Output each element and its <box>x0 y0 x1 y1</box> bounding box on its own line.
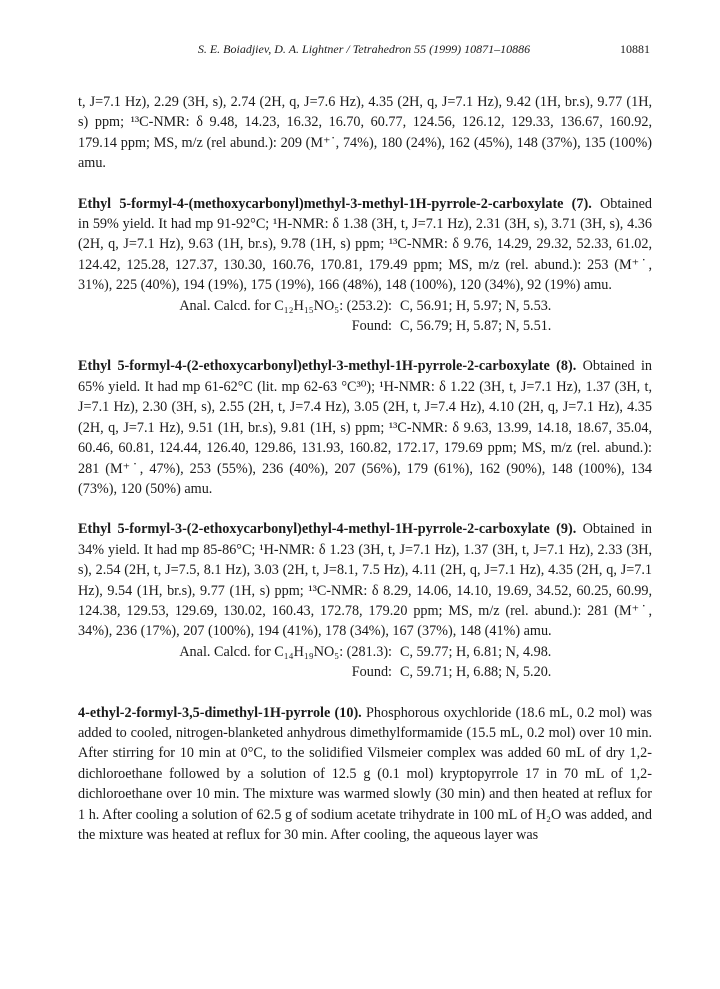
compound-7-title: Ethyl 5-formyl-4-(methoxycarbonyl)methyl-3-methyl-1H-pyrrole-2-carboxylate (7). <box>78 195 592 212</box>
compound-9-body: Obtained in 34% yield. It had mp 85-86°C; ¹H-NMR: δ 1.23 (3H, t, J=7.1 Hz), 1.37 (3H, t, J=7.1 Hz), 2.33 (3H, s), 2.54 (2H, t, J=7.5, 8.1 Hz), 3.03 (2H, t, J=8.1, 7.5 Hz), 4.11 (2H, q, J=7.1 Hz), 4.35 (2H, q, J=7.1 Hz), 9.54 (1H, br.s), 9.77 (1H, s) ppm; ¹³C-NMR: δ 8.29, 14.06, 14.10, 19.69, 34.52, 60.25, 60.99, 124.38, 129.53, 129.69, 130.02, 160.43, 172.78, 179.20 ppm; MS, m/z (rel. abund.): 281 (M⁺˙, 34%), 236 (17%), 207 (100%), 194 (41%), 178 (34%), 167 (37%), 148 (41%) amu. <box>78 521 653 640</box>
analysis-9-found-label: Found: <box>351 664 392 681</box>
analysis-7-found-values: C, 56.79; H, 5.87; N, 5.51. <box>400 318 552 335</box>
compound-7-entry <box>78 194 652 296</box>
compound-10-body: Phosphorous oxychloride (18.6 mL, 0.2 mol) was added to cooled, nitrogen-blanketed anhydrous dimethylformamide (15.5 mL, 0.2 mol) over 10 min. After stirring for 10 min at 0°C, to the solidified Vilsmeier complex was added 60 mL of dry 1,2-dichloroethane followed by a solution of 12.5 g (0.1 mol) kryptopyrrole 17 in 70 mL of 1,2-dichloroethane over 10 min. The mixture was warmed slowly (30 min) and then heated at reflux for 1 h. After cooling a solution of 62.5 g of sodium acetate trihydrate in 100 mL of H₂O was added, and the mixture was heated at reflux for 30 min. After cooling, the aqueous layer was <box>78 704 652 843</box>
compound-9-entry <box>78 519 652 641</box>
elemental-analysis-7 <box>78 296 652 337</box>
compound-8-body: Obtained in 65% yield. It had mp 61-62°C (lit. mp 62-63 °C³⁰); ¹H-NMR: δ 1.22 (3H, t, J=7.1 Hz), 1.37 (3H, t, J=7.1 Hz), 2.30 (3H, s), 2.55 (2H, t, J=7.4 Hz), 3.05 (2H, t, J=7.4 Hz), 4.10 (2H, q, J=7.1 Hz), 4.35 (2H, q, J=7.1 Hz), 9.51 (1H, br.s), 9.81 (1H, s) ppm; ¹³C-NMR: δ 9.63, 13.99, 14.18, 18.67, 35.04, 60.46, 60.81, 124.44, 126.40, 129.86, 131.93, 160.82, 172.17, 179.69 ppm; MS, m/z (rel. abund.): 281 (M⁺˙, 47%), 253 (55%), 236 (40%), 207 (56%), 179 (61%), 162 (90%), 148 (100%), 134 (73%), 120 (50%) amu. <box>78 358 653 497</box>
paragraph-continued: t, J=7.1 Hz), 2.29 (3H, s), 2.74 (2H, q, J=7.6 Hz), 4.35 (2H, q, J=7.1 Hz), 9.42 (1H, br.s), 9.77 (1H, s) ppm; ¹³C-NMR: δ 9.48, 14.23, 16.32, 16.70, 60.77, 124.56, 126.12, 129.33, 136.67, 160.92, 179.14 ppm; MS, m/z (rel abund.): 209 (M⁺˙, 74%), 180 (24%), 162 (45%), 148 (37%), 135 (100%) amu. <box>78 94 652 172</box>
analysis-9-found-values: C, 59.71; H, 6.88; N, 5.20. <box>400 664 552 681</box>
analysis-7-calcd-label: Anal. Calcd. for C₁₂H₁₅NO₅: (253.2): <box>179 297 392 314</box>
elemental-analysis-9 <box>78 642 652 683</box>
analysis-7-found-label: Found: <box>351 318 392 335</box>
compound-8-title: Ethyl 5-formyl-4-(2-ethoxycarbonyl)ethyl-3-methyl-1H-pyrrole-2-carboxylate (8). <box>78 358 577 375</box>
compound-8-entry <box>78 356 652 499</box>
article-body <box>78 92 652 845</box>
compound-10-title: 4-ethyl-2-formyl-3,5-dimethyl-1H-pyrrole (10). <box>78 704 362 721</box>
analysis-7-calcd-values: C, 56.91; H, 5.97; N, 5.53. <box>400 297 552 314</box>
page-number: 10881 <box>620 42 650 56</box>
running-head: S. E. Boiadjiev, D. A. Lightner / Tetrahedron 55 (1999) 10871–10886 <box>197 42 531 56</box>
analysis-9-calcd-label: Anal. Calcd. for C₁₄H₁₉NO₅: (281.3): <box>179 643 392 660</box>
compound-7-body: Obtained in 59% yield. It had mp 91-92°C; ¹H-NMR: δ 1.38 (3H, t, J=7.1 Hz), 2.31 (3H, s), 3.71 (3H, s), 4.36 (2H, q, J=7.1 Hz), 9.63 (1H, br.s), 9.78 (1H, s) ppm; ¹³C-NMR: δ 9.76, 14.29, 29.32, 52.33, 61.02, 124.42, 125.28, 127.37, 130.30, 160.76, 170.81, 179.49 ppm; MS, m/z (rel. abund.): 253 (M⁺˙, 31%), 225 (40%), 194 (19%), 175 (19%), 166 (48%), 148 (100%), 120 (34%), 92 (19%) amu. <box>78 195 653 294</box>
analysis-9-calcd-values: C, 59.77; H, 6.81; N, 4.98. <box>400 643 552 660</box>
compound-9-title: Ethyl 5-formyl-3-(2-ethoxycarbonyl)ethyl-4-methyl-1H-pyrrole-2-carboxylate (9). <box>78 521 577 538</box>
compound-10-entry <box>78 703 652 846</box>
